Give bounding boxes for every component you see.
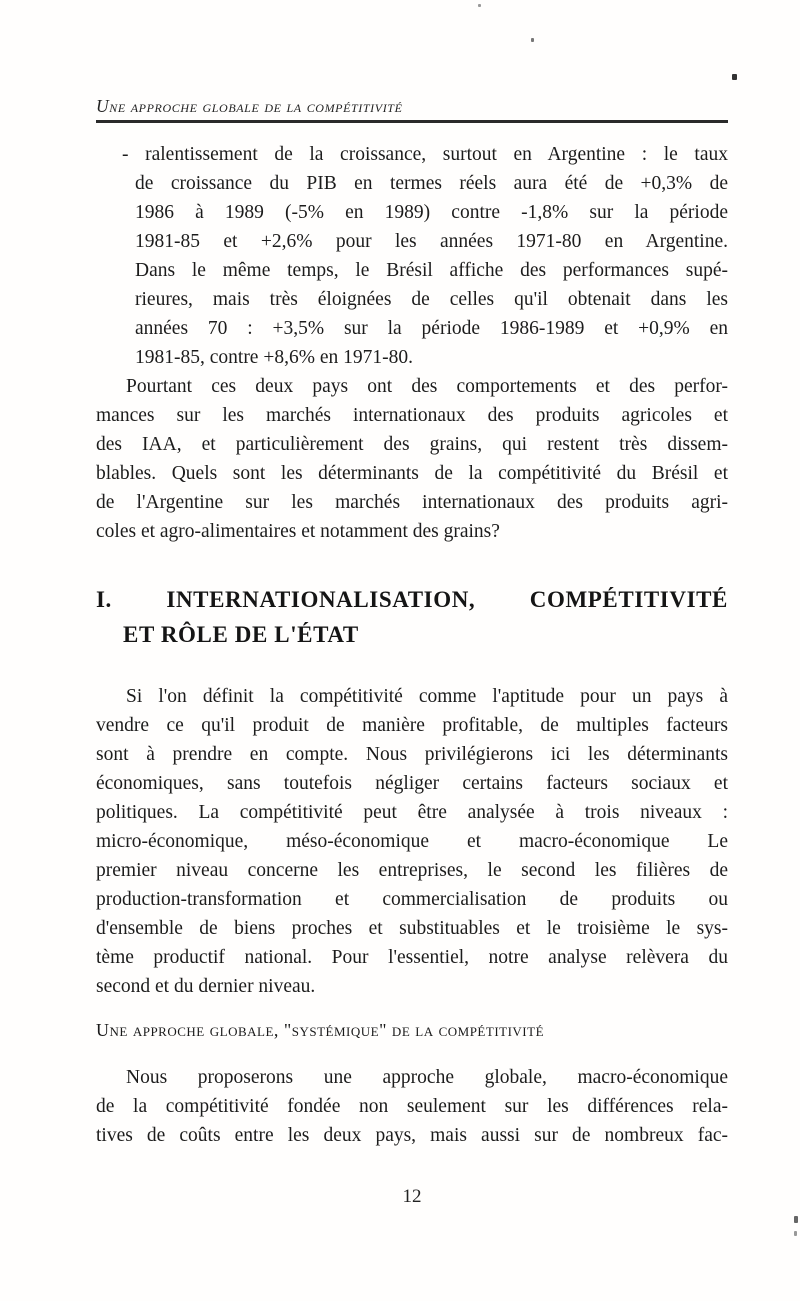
text-line: 1981-85 et +2,6% pour les années 1971-80 en Argentine. — [135, 231, 728, 252]
subsection-heading: Une approche globale, "systémique" de la compétitivité — [96, 1020, 545, 1040]
paragraph-pourtant — [96, 372, 728, 546]
text-line: tème productif national. Pour l'essentiel, notre analyse relèvera du — [96, 947, 728, 968]
text-line: de l'Argentine sur les marchés internationaux des produits agri- — [96, 492, 728, 513]
running-head: Une approche globale de la compétitivité — [96, 97, 728, 123]
bullet-paragraph — [96, 140, 728, 372]
text-line: années 70 : +3,5% sur la période 1986-1989 et +0,9% en — [135, 318, 728, 339]
text-line: rieures, mais très éloignées de celles qu'il obtenait dans les — [135, 289, 728, 310]
text-line: économiques, sans toutefois négliger certains facteurs sociaux et — [96, 773, 728, 794]
paragraph-nous — [96, 1063, 728, 1150]
text-line: des IAA, et particulièrement des grains, qui restent très dissem- — [96, 434, 728, 455]
text-line: tives de coûts entre les deux pays, mais aussi sur de nombreux fac- — [96, 1125, 728, 1146]
text-line: d'ensemble de biens proches et substituables et le troisième le sys- — [96, 918, 728, 939]
scan-speck — [732, 74, 737, 80]
scan-speck — [794, 1231, 797, 1236]
text-line: micro-économique, méso-économique et macro-économique Le — [96, 831, 728, 852]
text-line: politiques. La compétitivité peut être analysée à trois niveaux : — [96, 802, 728, 823]
text-line: production-transformation et commercialisation de produits ou — [96, 889, 728, 910]
text-line: sont à prendre en compte. Nous privilégierons ici les déterminants — [96, 744, 728, 765]
text-line: blables. Quels sont les déterminants de la compétitivité du Brésil et — [96, 463, 728, 484]
text-line: 1981-85, contre +8,6% en 1971-80. — [135, 347, 413, 368]
text-line: - ralentissement de la croissance, surtout en Argentine : le taux — [122, 144, 728, 165]
text-line: I. INTERNATIONALISATION, COMPÉTITIVITÉ — [96, 587, 728, 612]
text-line: Si l'on définit la compétitivité comme l'aptitude pour un pays à — [126, 686, 728, 707]
page-number: 12 — [402, 1186, 422, 1207]
text-line: de croissance du PIB en termes réels aura été de +0,3% de — [135, 173, 728, 194]
text-line: Dans le même temps, le Brésil affiche des performances supé- — [135, 260, 728, 281]
section-heading — [96, 582, 728, 652]
text-line: Nous proposerons une approche globale, macro-économique — [126, 1067, 728, 1088]
text-line: ET RÔLE DE L'ÉTAT — [123, 622, 359, 647]
text-line: vendre ce qu'il produit de manière profitable, de multiples facteurs — [96, 715, 728, 736]
text-line: second et du dernier niveau. — [96, 976, 316, 997]
paragraph-si-lon — [96, 682, 728, 1001]
text-line: coles et agro-alimentaires et notamment des grains? — [96, 521, 500, 542]
scan-speck — [478, 4, 481, 7]
scan-speck — [794, 1216, 798, 1223]
text-line: 1986 à 1989 (-5% en 1989) contre -1,8% sur la période — [135, 202, 728, 223]
text-line: mances sur les marchés internationaux des produits agricoles et — [96, 405, 728, 426]
text-line: de la compétitivité fondée non seulement sur les différences rela- — [96, 1096, 728, 1117]
scan-speck — [531, 38, 534, 42]
text-line: premier niveau concerne les entreprises, le second les filières de — [96, 860, 728, 881]
text-column — [96, 97, 728, 1208]
text-line: Pourtant ces deux pays ont des comportements et des perfor- — [126, 376, 728, 397]
